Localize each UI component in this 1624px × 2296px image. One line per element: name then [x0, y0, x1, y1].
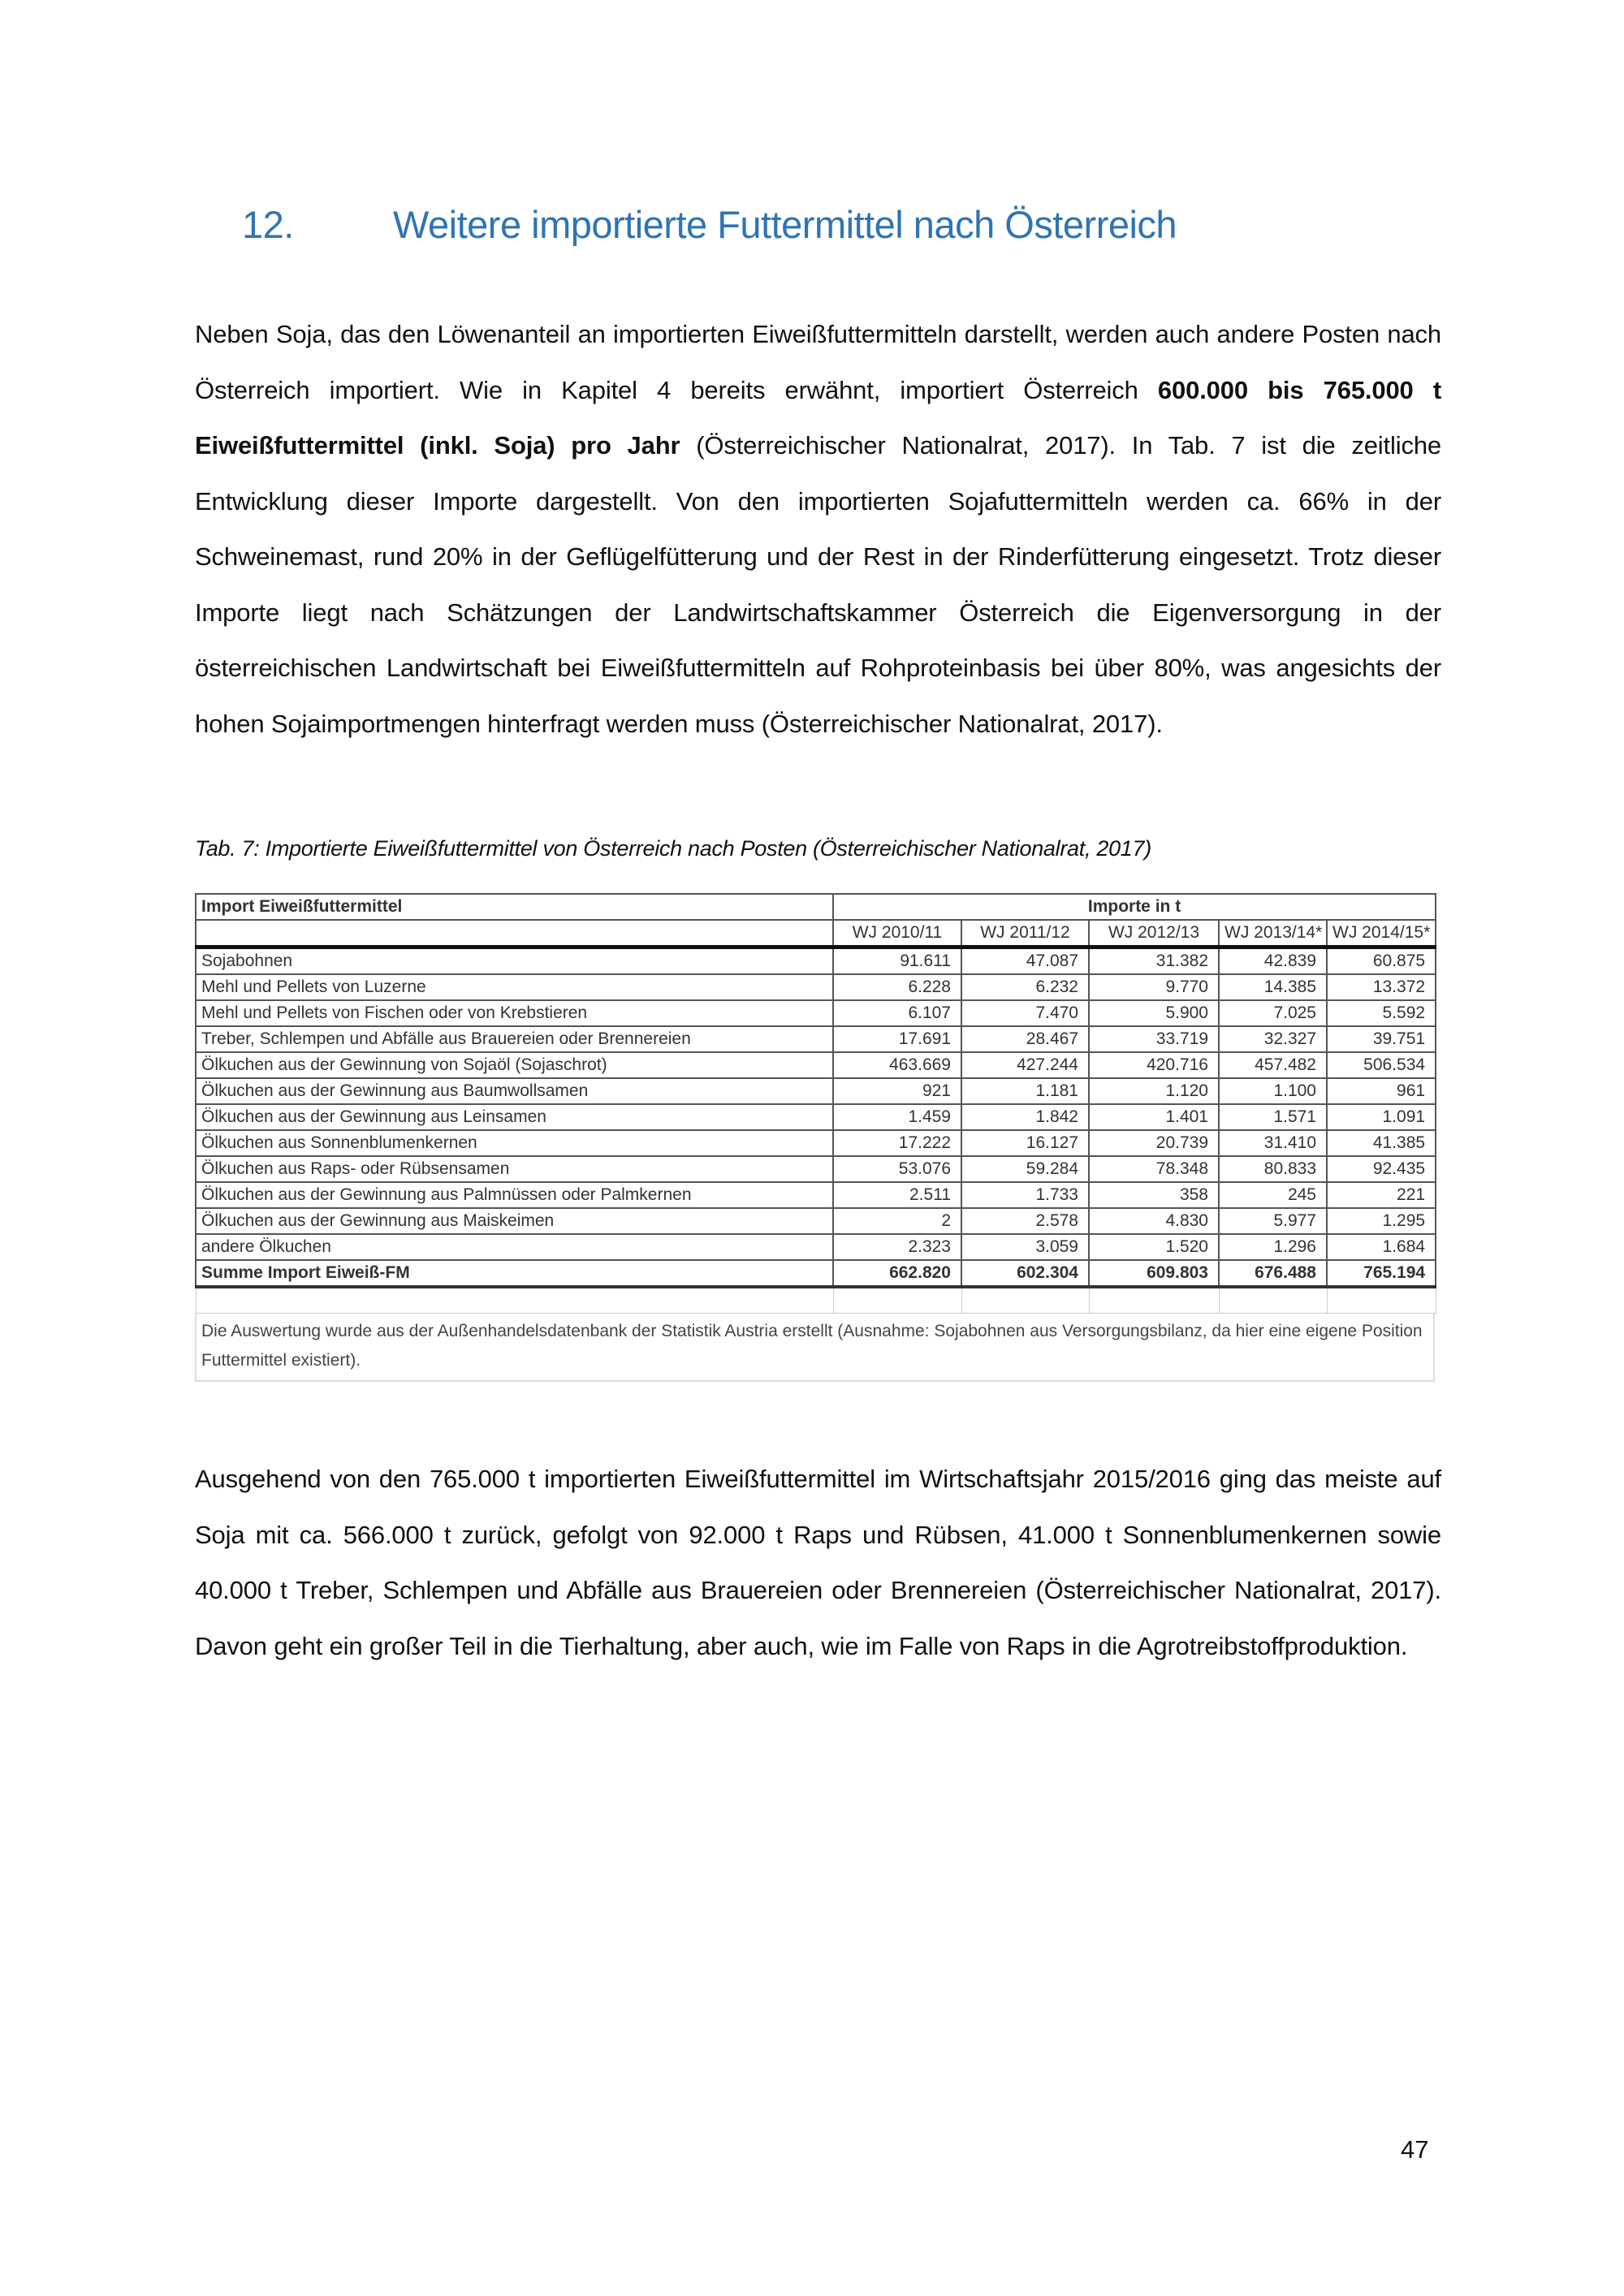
table-row	[196, 1052, 1436, 1078]
row-value: 506.534	[1327, 1052, 1436, 1078]
table-caption: Tab. 7: Importierte Eiweißfuttermittel von Österreich nach Posten (Österreichischer Nationalrat, 2017)	[195, 836, 1151, 861]
column-header: WJ 2014/15*	[1327, 920, 1436, 947]
row-value: 1.100	[1219, 1078, 1327, 1104]
import-table	[195, 893, 1436, 1314]
row-value: 1.120	[1089, 1078, 1219, 1104]
row-value: 5.900	[1089, 1000, 1219, 1026]
row-value: 2	[833, 1208, 961, 1234]
row-value: 1.181	[961, 1078, 1089, 1104]
row-value: 1.842	[961, 1104, 1089, 1130]
total-label: Summe Import Eiweiß-FM	[196, 1260, 833, 1287]
table-source-note: Die Auswertung wurde aus der Außenhandelsdatenbank der Statistik Austria erstellt (Ausnahme: Sojabohnen aus Versorgungsbilanz, da hier eine eigene Position Futtermittel existiert).	[195, 1314, 1435, 1382]
row-value: 427.244	[961, 1052, 1089, 1078]
row-value: 1.091	[1327, 1104, 1436, 1130]
table-row	[196, 1234, 1436, 1260]
row-value: 53.076	[833, 1156, 961, 1182]
row-value: 39.751	[1327, 1026, 1436, 1052]
table-row	[196, 974, 1436, 1000]
row-value: 13.372	[1327, 974, 1436, 1000]
section-title: Weitere importierte Futtermittel nach Österreich	[393, 202, 1177, 246]
total-value: 609.803	[1089, 1260, 1219, 1287]
row-label: Ölkuchen aus Sonnenblumenkernen	[196, 1130, 833, 1156]
total-value: 602.304	[961, 1260, 1089, 1287]
row-value: 20.739	[1089, 1130, 1219, 1156]
paragraph-intro	[195, 307, 1441, 752]
table-row	[196, 1156, 1436, 1182]
row-value: 31.410	[1219, 1130, 1327, 1156]
section-heading	[242, 192, 1177, 257]
row-value: 221	[1327, 1182, 1436, 1208]
row-value: 16.127	[961, 1130, 1089, 1156]
table-empty-row	[196, 1287, 1436, 1314]
import-table-container	[195, 893, 1435, 1382]
row-value: 1.459	[833, 1104, 961, 1130]
row-value: 2.511	[833, 1182, 961, 1208]
column-header: WJ 2010/11	[833, 920, 961, 947]
row-value: 3.059	[961, 1234, 1089, 1260]
row-value: 92.435	[1327, 1156, 1436, 1182]
row-value: 80.833	[1219, 1156, 1327, 1182]
total-value: 676.488	[1219, 1260, 1327, 1287]
row-value: 457.482	[1219, 1052, 1327, 1078]
row-value: 2.323	[833, 1234, 961, 1260]
row-value: 358	[1089, 1182, 1219, 1208]
row-value: 32.327	[1219, 1026, 1327, 1052]
row-label: Treber, Schlempen und Abfälle aus Brauereien oder Brennereien	[196, 1026, 833, 1052]
total-value: 662.820	[833, 1260, 961, 1287]
paragraph-summary: Ausgehend von den 765.000 t importierten Eiweißfuttermittel im Wirtschaftsjahr 2015/2016 ging das meiste auf Soja mit ca. 566.000 t zurück, gefolgt von 92.000 t Raps und Rübsen, 41.000 t Sonnenblumenkernen sowie 40.000 t Treber, Schlempen und Abfälle aus Brauereien oder Brennereien (Österreichischer Nationalrat, 2017). Davon geht ein großer Teil in die Tierhaltung, aber auch, wie im Falle von Raps in die Agrotreibstoffproduktion.	[195, 1465, 1441, 1660]
row-value: 6.232	[961, 974, 1089, 1000]
table-header-row-1	[196, 894, 1436, 920]
table-total-row	[196, 1260, 1436, 1287]
row-value: 921	[833, 1078, 961, 1104]
row-label: Ölkuchen aus der Gewinnung von Sojaöl (Sojaschrot)	[196, 1052, 833, 1078]
row-value: 1.296	[1219, 1234, 1327, 1260]
paragraph-intro-text-1: Neben Soja, das den Löwenanteil an importierten Eiweißfuttermitteln darstellt, werden auch andere Posten nach Österreich importiert. Wie in Kapitel 4 bereits erwähnt, importiert Österreich	[195, 320, 1441, 404]
empty-cell	[1089, 1287, 1219, 1314]
row-value: 463.669	[833, 1052, 961, 1078]
row-value: 7.025	[1219, 1000, 1327, 1026]
row-value: 961	[1327, 1078, 1436, 1104]
table-header-row-2	[196, 920, 1436, 947]
table-row	[196, 947, 1436, 975]
section-number: 12.	[242, 202, 294, 246]
row-label: Ölkuchen aus der Gewinnung aus Maiskeimen	[196, 1208, 833, 1234]
row-value: 28.467	[961, 1026, 1089, 1052]
row-value: 31.382	[1089, 947, 1219, 975]
row-value: 41.385	[1327, 1130, 1436, 1156]
row-value: 1.684	[1327, 1234, 1436, 1260]
row-value: 1.733	[961, 1182, 1089, 1208]
row-value: 6.107	[833, 1000, 961, 1026]
row-value: 2.578	[961, 1208, 1089, 1234]
table-title-cell: Import Eiweißfuttermittel	[196, 894, 833, 920]
row-value: 4.830	[1089, 1208, 1219, 1234]
table-header-empty	[196, 920, 833, 947]
table-row	[196, 1130, 1436, 1156]
table-row	[196, 1104, 1436, 1130]
empty-cell	[196, 1287, 833, 1314]
row-label: Ölkuchen aus der Gewinnung aus Baumwollsamen	[196, 1078, 833, 1104]
table-row	[196, 1078, 1436, 1104]
table-row	[196, 1182, 1436, 1208]
row-value: 1.401	[1089, 1104, 1219, 1130]
row-value: 5.592	[1327, 1000, 1436, 1026]
row-value: 14.385	[1219, 974, 1327, 1000]
table-body	[196, 947, 1436, 1261]
row-label: Sojabohnen	[196, 947, 833, 975]
row-label: Mehl und Pellets von Luzerne	[196, 974, 833, 1000]
empty-cell	[1327, 1287, 1436, 1314]
row-value: 78.348	[1089, 1156, 1219, 1182]
total-value: 765.194	[1327, 1260, 1436, 1287]
row-value: 17.222	[833, 1130, 961, 1156]
row-value: 33.719	[1089, 1026, 1219, 1052]
table-row	[196, 1026, 1436, 1052]
row-value: 60.875	[1327, 947, 1436, 975]
row-value: 420.716	[1089, 1052, 1219, 1078]
row-value: 1.571	[1219, 1104, 1327, 1130]
empty-cell	[1219, 1287, 1327, 1314]
paragraph-intro-text-2: (Österreichischer Nationalrat, 2017). In Tab. 7 ist die zeitliche Entwicklung dieser Importe dargestellt. Von den importierten Sojafuttermitteln werden ca. 66% in der Schweinemast, rund 20% in der Geflügelfütterung und der Rest in der Rinderfütterung eingesetzt. Trotz dieser Importe liegt nach Schätzungen der Landwirtschaftskammer Österreich die Eigenversorgung in der österreichischen Landwirtschaft bei Eiweißfuttermitteln auf Rohproteinbasis bei über 80%, was angesichts der hohen Sojaimportmengen hinterfragt werden muss (Österreichischer Nationalrat, 2017).	[195, 431, 1441, 738]
row-label: Mehl und Pellets von Fischen oder von Krebstieren	[196, 1000, 833, 1026]
row-label: Ölkuchen aus Raps- oder Rübsensamen	[196, 1156, 833, 1182]
row-value: 17.691	[833, 1026, 961, 1052]
row-value: 9.770	[1089, 974, 1219, 1000]
row-value: 1.295	[1327, 1208, 1436, 1234]
empty-cell	[833, 1287, 961, 1314]
row-value: 245	[1219, 1182, 1327, 1208]
row-value: 59.284	[961, 1156, 1089, 1182]
column-header: WJ 2011/12	[961, 920, 1089, 947]
row-value: 47.087	[961, 947, 1089, 975]
row-label: Ölkuchen aus der Gewinnung aus Leinsamen	[196, 1104, 833, 1130]
row-value: 6.228	[833, 974, 961, 1000]
column-header: WJ 2013/14*	[1219, 920, 1327, 947]
row-value: 1.520	[1089, 1234, 1219, 1260]
column-header: WJ 2012/13	[1089, 920, 1219, 947]
row-value: 7.470	[961, 1000, 1089, 1026]
row-label: andere Ölkuchen	[196, 1234, 833, 1260]
page-number: 47	[1401, 2135, 1429, 2164]
row-value: 5.977	[1219, 1208, 1327, 1234]
row-label: Ölkuchen aus der Gewinnung aus Palmnüssen oder Palmkernen	[196, 1182, 833, 1208]
paragraph-intro-bold: 600.000 bis 765.000 t Eiweißfuttermittel (inkl. Soja) pro Jahr	[195, 375, 1441, 460]
empty-cell	[961, 1287, 1089, 1314]
table-row	[196, 1208, 1436, 1234]
row-value: 91.611	[833, 947, 961, 975]
table-group-header: Importe in t	[833, 894, 1436, 920]
row-value: 42.839	[1219, 947, 1327, 975]
table-row	[196, 1000, 1436, 1026]
